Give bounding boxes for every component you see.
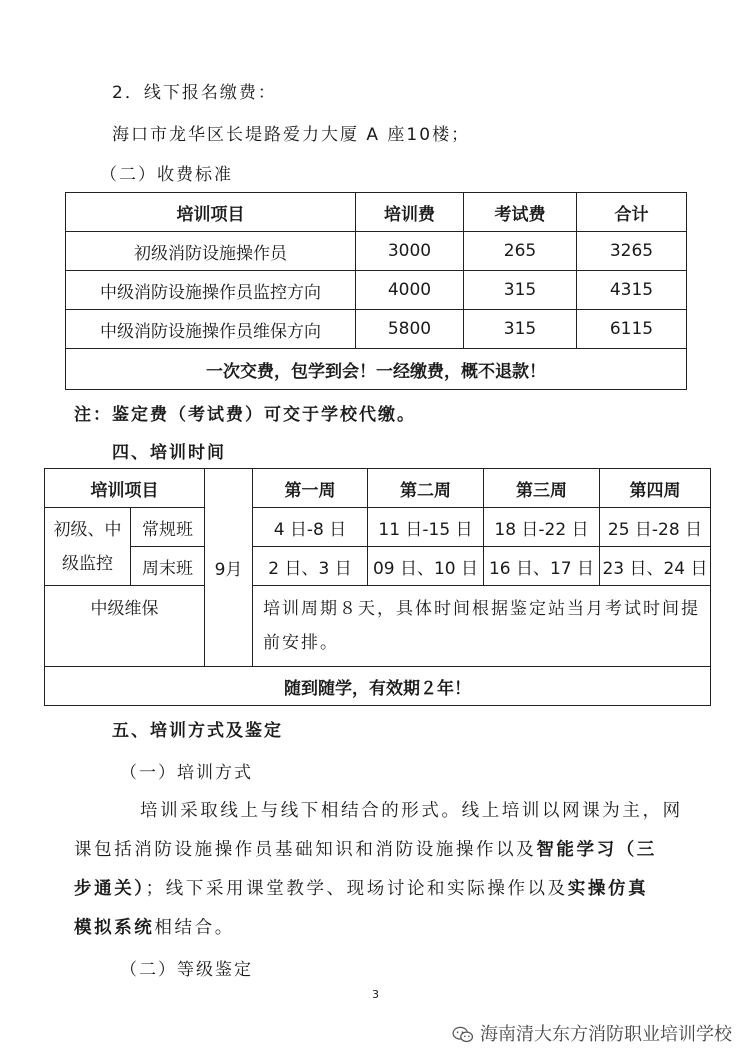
week-header: 第四周 bbox=[600, 469, 711, 508]
regular-class-label: 常规班 bbox=[131, 508, 205, 547]
paragraph-line bbox=[74, 875, 648, 900]
page-number: 3 bbox=[372, 988, 379, 1001]
offline-heading: 2．线下报名缴费： bbox=[112, 83, 277, 103]
paragraph-line: 培训采取线上与线下相结合的形式。线上培训以网课为主，网 bbox=[140, 801, 683, 821]
paragraph-text: ；线下采用课堂教学、现场讨论和实际操作以及 bbox=[145, 879, 568, 899]
level-subheading: （二）等级鉴定 bbox=[120, 960, 253, 980]
time-header-project: 培训项目 bbox=[45, 469, 205, 508]
fee-cell: 6115 bbox=[577, 310, 687, 349]
paragraph-line bbox=[74, 836, 657, 861]
fee-cell: 265 bbox=[464, 232, 577, 271]
date-cell: 16 日、17 日 bbox=[484, 547, 600, 586]
method-subheading: （一）培训方式 bbox=[120, 763, 253, 783]
date-cell: 4 日-8 日 bbox=[253, 508, 368, 547]
fee-header-training-fee: 培训费 bbox=[356, 193, 464, 232]
fee-table-row bbox=[66, 310, 687, 349]
date-cell: 23 日、24 日 bbox=[600, 547, 711, 586]
maintenance-note: 培训周期８天，具体时间根据鉴定站当月考试时间提前安排。 bbox=[253, 586, 711, 667]
paragraph-line bbox=[74, 914, 235, 939]
fee-heading: （二）收费标准 bbox=[100, 165, 233, 185]
fee-cell: 中级消防设施操作员监控方向 bbox=[66, 271, 356, 310]
paragraph-text: 课包括消防设施操作员基础知识和消防设施操作以及 bbox=[74, 840, 537, 860]
fee-header-exam-fee: 考试费 bbox=[464, 193, 577, 232]
regular-class-row bbox=[45, 508, 711, 547]
date-cell: 09 日、10 日 bbox=[368, 547, 484, 586]
group-label: 初级、中级监控 bbox=[45, 508, 131, 586]
month-cell: 9月 bbox=[205, 469, 253, 667]
fee-table bbox=[65, 192, 687, 390]
fee-cell: 5800 bbox=[356, 310, 464, 349]
week-header: 第三周 bbox=[484, 469, 600, 508]
time-table bbox=[44, 468, 711, 706]
wechat-icon bbox=[452, 1026, 474, 1044]
fee-cell: 4000 bbox=[356, 271, 464, 310]
fee-table-row bbox=[66, 271, 687, 310]
date-cell: 25 日-28 日 bbox=[600, 508, 711, 547]
date-cell: 18 日-22 日 bbox=[484, 508, 600, 547]
fee-table-header-row bbox=[66, 193, 687, 232]
watermark bbox=[452, 1020, 732, 1046]
fee-cell: 初级消防设施操作员 bbox=[66, 232, 356, 271]
fee-cell: 中级消防设施操作员维保方向 bbox=[66, 310, 356, 349]
fee-header-project: 培训项目 bbox=[66, 193, 356, 232]
fee-table-row bbox=[66, 232, 687, 271]
time-table-footer: 随到随学，有效期２年！ bbox=[45, 667, 711, 706]
time-table-header-row bbox=[45, 469, 711, 508]
weekend-class-label: 周末班 bbox=[131, 547, 205, 586]
address-text: 海口市龙华区长堤路爱力大厦 A 座10楼； bbox=[112, 125, 471, 145]
fee-cell: 315 bbox=[464, 271, 577, 310]
paragraph-text: 相结合。 bbox=[154, 918, 235, 938]
maintenance-label: 中级维保 bbox=[45, 586, 205, 667]
fee-cell: 3265 bbox=[577, 232, 687, 271]
time-heading: 四、培训时间 bbox=[112, 443, 226, 463]
fee-table-footer-row bbox=[66, 349, 687, 390]
weekend-class-row bbox=[45, 547, 711, 586]
fee-table-footer: 一次交费，包学到会！一经缴费，概不退款！ bbox=[66, 349, 687, 390]
fee-cell: 3000 bbox=[356, 232, 464, 271]
highlight-smart-learning: 智能学习（三 bbox=[536, 840, 657, 860]
week-header: 第一周 bbox=[253, 469, 368, 508]
highlight-simulation: 实操仿真 bbox=[567, 879, 649, 899]
fee-cell: 4315 bbox=[577, 271, 687, 310]
watermark-text: 海南清大东方消防职业培训学校 bbox=[480, 1024, 732, 1045]
week-header: 第二周 bbox=[368, 469, 484, 508]
highlight-three-steps: 步通关） bbox=[74, 879, 146, 899]
highlight-simulation-system: 模拟系统 bbox=[74, 918, 155, 938]
time-table-footer-row bbox=[45, 667, 711, 706]
date-cell: 2 日、3 日 bbox=[253, 547, 368, 586]
fee-cell: 315 bbox=[464, 310, 577, 349]
fee-note: 注：鉴定费（考试费）可交于学校代缴。 bbox=[74, 405, 416, 425]
fee-header-total: 合计 bbox=[577, 193, 687, 232]
date-cell: 11 日-15 日 bbox=[368, 508, 484, 547]
method-heading: 五、培训方式及鉴定 bbox=[112, 721, 283, 741]
